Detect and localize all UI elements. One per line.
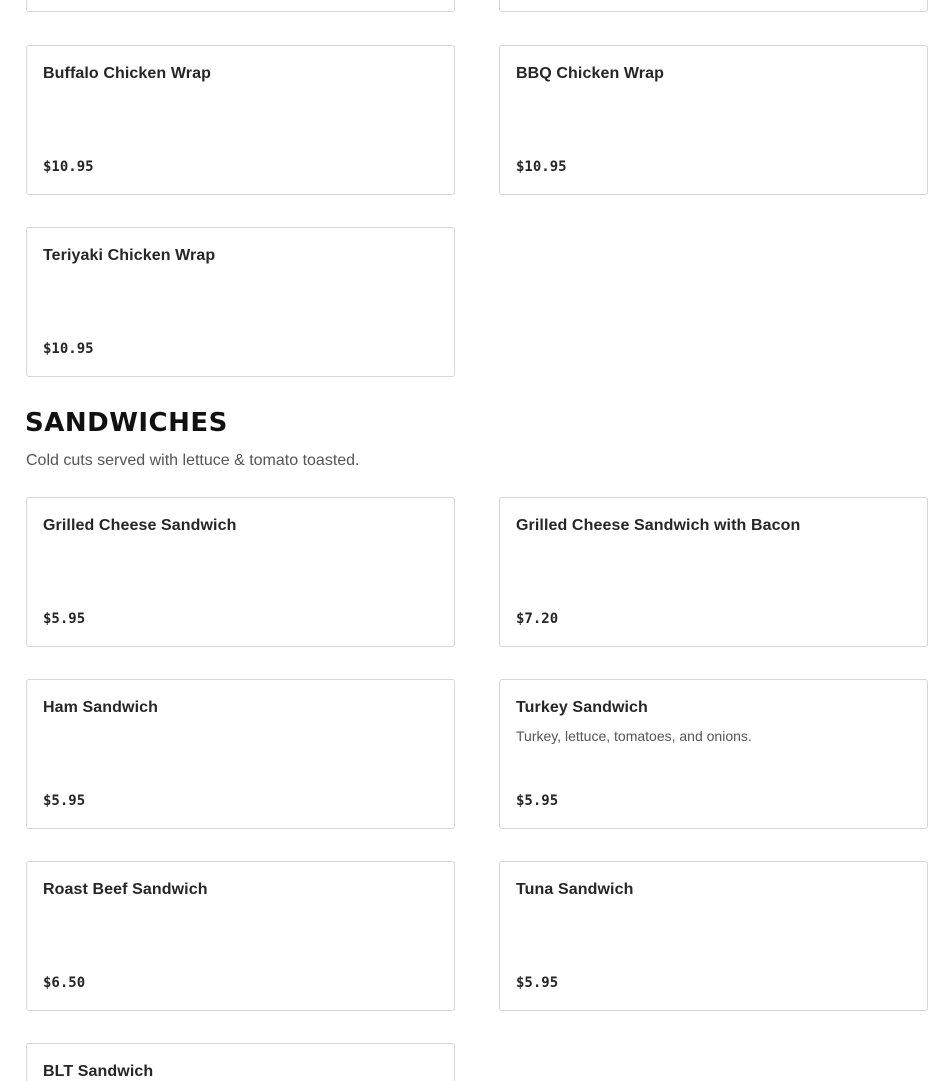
menu-item-card[interactable] <box>26 497 455 647</box>
menu-item-name: BBQ Chicken Wrap <box>516 65 664 82</box>
menu-item-name: Teriyaki Chicken Wrap <box>43 247 216 264</box>
section-description: Cold cuts served with lettuce & tomato toasted. <box>26 452 360 469</box>
menu-item-price: $10.95 <box>43 159 94 175</box>
menu-item-card[interactable] <box>499 861 928 1011</box>
menu-item-price: $5.95 <box>516 975 559 991</box>
menu-item-card[interactable] <box>26 861 455 1011</box>
menu-item-card[interactable] <box>26 45 455 195</box>
menu-item-name: Grilled Cheese Sandwich with Bacon <box>516 517 801 534</box>
menu-item-card-partial[interactable] <box>26 0 455 12</box>
menu-item-price: $5.95 <box>516 793 559 809</box>
menu-item-description: Turkey, lettuce, tomatoes, and onions. <box>516 728 752 744</box>
menu-item-card[interactable] <box>499 497 928 647</box>
menu-item-price: $5.95 <box>43 611 86 627</box>
menu-item-name: Ham Sandwich <box>43 699 159 716</box>
menu-item-name: BLT Sandwich <box>43 1063 154 1080</box>
menu-item-card[interactable] <box>26 1043 455 1081</box>
menu-item-name: Turkey Sandwich <box>516 699 648 716</box>
menu-item-card[interactable] <box>26 227 455 377</box>
menu-item-name: Buffalo Chicken Wrap <box>43 65 211 82</box>
menu-item-card[interactable] <box>26 679 455 829</box>
menu-item-price: $10.95 <box>43 341 94 357</box>
menu-item-card[interactable] <box>499 45 928 195</box>
menu-item-name: Grilled Cheese Sandwich <box>43 517 237 534</box>
menu-item-price: $7.20 <box>516 611 559 627</box>
section-title: SANDWICHES <box>25 408 228 438</box>
menu-item-price: $6.50 <box>43 975 86 991</box>
menu-item-card-partial[interactable] <box>499 0 928 12</box>
menu-item-card[interactable] <box>499 679 928 829</box>
menu-item-name: Tuna Sandwich <box>516 881 634 898</box>
menu-item-name: Roast Beef Sandwich <box>43 881 208 898</box>
menu-item-price: $5.95 <box>43 793 86 809</box>
menu-item-price: $10.95 <box>516 159 567 175</box>
